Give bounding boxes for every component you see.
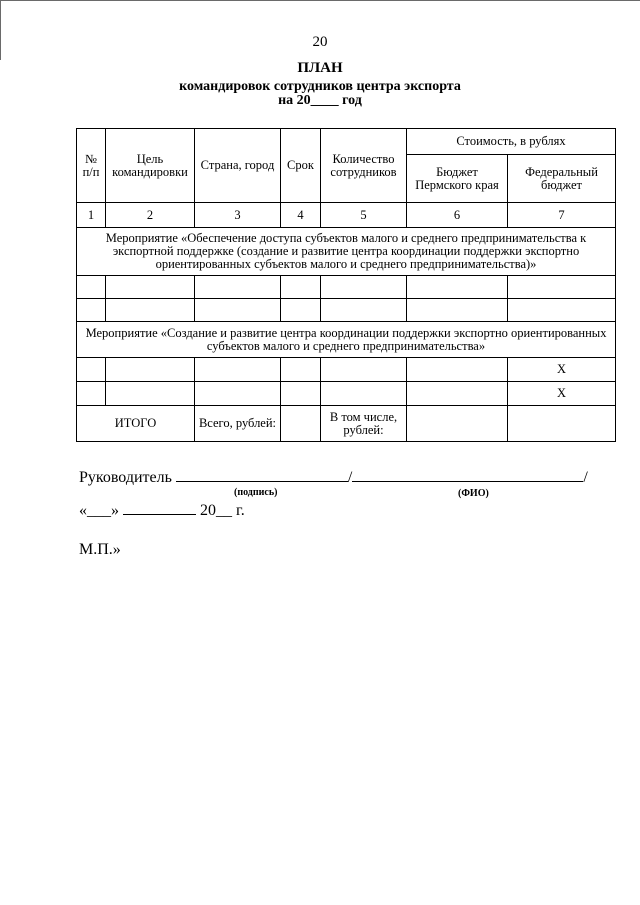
- signature-field[interactable]: [176, 467, 348, 482]
- table-cell[interactable]: [321, 358, 407, 382]
- table-cell[interactable]: [508, 276, 616, 299]
- column-number-row: [77, 203, 616, 228]
- column-number-5: 5: [321, 203, 407, 228]
- table-cell[interactable]: [195, 276, 281, 299]
- table-cell[interactable]: [407, 358, 508, 382]
- header-perm-budget: Бюджет Пермского края: [407, 155, 508, 203]
- table-cell[interactable]: [508, 299, 616, 322]
- table-cell[interactable]: [195, 358, 281, 382]
- header-federal-budget: Федеральный бюджет: [508, 155, 616, 203]
- table-cell[interactable]: [321, 276, 407, 299]
- left-border-line: [0, 0, 1, 60]
- header-goal: Цель командировки: [106, 129, 195, 203]
- table-cell[interactable]: [77, 299, 106, 322]
- table-cell[interactable]: [195, 299, 281, 322]
- x-mark: X: [508, 358, 616, 382]
- table-cell[interactable]: [77, 276, 106, 299]
- top-border-line: [0, 0, 640, 1]
- table-cell[interactable]: [106, 276, 195, 299]
- table-row: [77, 299, 616, 322]
- total-perm-cell[interactable]: [407, 406, 508, 442]
- total-term-cell[interactable]: [281, 406, 321, 442]
- table-cell[interactable]: [195, 382, 281, 406]
- section-2-title: Мероприятие «Создание и развитие центра координации поддержки экспортно ориентированных субъектов малого и среднего предпринимательства»: [77, 322, 616, 358]
- date-line: [79, 500, 245, 520]
- page-number: 20: [312, 34, 328, 50]
- column-number-4: 4: [281, 203, 321, 228]
- total-all-label: Всего, рублей:: [195, 406, 281, 442]
- column-number-1: 1: [77, 203, 106, 228]
- table-cell[interactable]: [321, 382, 407, 406]
- column-number-7: 7: [508, 203, 616, 228]
- table-row: [77, 276, 616, 299]
- subtitle-line-1: командировок сотрудников центра экспорта: [179, 79, 461, 94]
- table-cell[interactable]: [281, 358, 321, 382]
- signature-line: [79, 467, 588, 487]
- section-2-row: [77, 322, 616, 358]
- subtitle-line-2: на 20____ год: [278, 93, 362, 108]
- section-1-row: [77, 228, 616, 276]
- table-row: [77, 358, 616, 382]
- header-count: Количество сотрудников: [321, 129, 407, 203]
- section-1-title: Мероприятие «Обеспечение доступа субъектов малого и среднего предпринимательства к экспортной поддержке (создание и развитие центра координации поддержки экспортно ориентированных субъектов малого и среднего предпринимательства)»: [77, 228, 616, 276]
- table-cell[interactable]: [407, 382, 508, 406]
- table-cell[interactable]: [77, 382, 106, 406]
- table-row: [77, 382, 616, 406]
- name-caption: (ФИО): [458, 488, 489, 499]
- header-num: № п/п: [77, 129, 106, 203]
- header-row-1: [77, 129, 616, 155]
- date-year: 20__ г.: [200, 502, 245, 519]
- total-federal-cell[interactable]: [508, 406, 616, 442]
- plan-table: [76, 128, 616, 442]
- signature-slash: /: [347, 469, 353, 486]
- header-term: Срок: [281, 129, 321, 203]
- column-number-6: 6: [407, 203, 508, 228]
- date-month-field[interactable]: [123, 500, 196, 515]
- table-cell[interactable]: [281, 299, 321, 322]
- table-cell[interactable]: [407, 276, 508, 299]
- name-slash: /: [583, 469, 588, 486]
- stamp-place: М.П.»: [79, 541, 121, 558]
- date-day: «___»: [79, 502, 119, 519]
- total-label: ИТОГО: [77, 406, 195, 442]
- document-subtitle: [0, 80, 640, 108]
- full-name-field[interactable]: [352, 467, 583, 482]
- table-cell[interactable]: [281, 276, 321, 299]
- column-number-2: 2: [106, 203, 195, 228]
- table-cell[interactable]: [106, 358, 195, 382]
- table-cell[interactable]: [321, 299, 407, 322]
- total-row: [77, 406, 616, 442]
- table-cell[interactable]: [106, 382, 195, 406]
- document-title: ПЛАН: [297, 60, 343, 76]
- table-cell[interactable]: [77, 358, 106, 382]
- table-cell[interactable]: [106, 299, 195, 322]
- signature-caption: (подпись): [234, 487, 278, 498]
- total-including-label: В том числе, рублей:: [321, 406, 407, 442]
- header-cost-group: Стоимость, в рублях: [407, 129, 616, 155]
- head-label: Руководитель: [79, 469, 172, 486]
- table-cell[interactable]: [281, 382, 321, 406]
- table-cell[interactable]: [407, 299, 508, 322]
- x-mark: X: [508, 382, 616, 406]
- header-country: Страна, город: [195, 129, 281, 203]
- column-number-3: 3: [195, 203, 281, 228]
